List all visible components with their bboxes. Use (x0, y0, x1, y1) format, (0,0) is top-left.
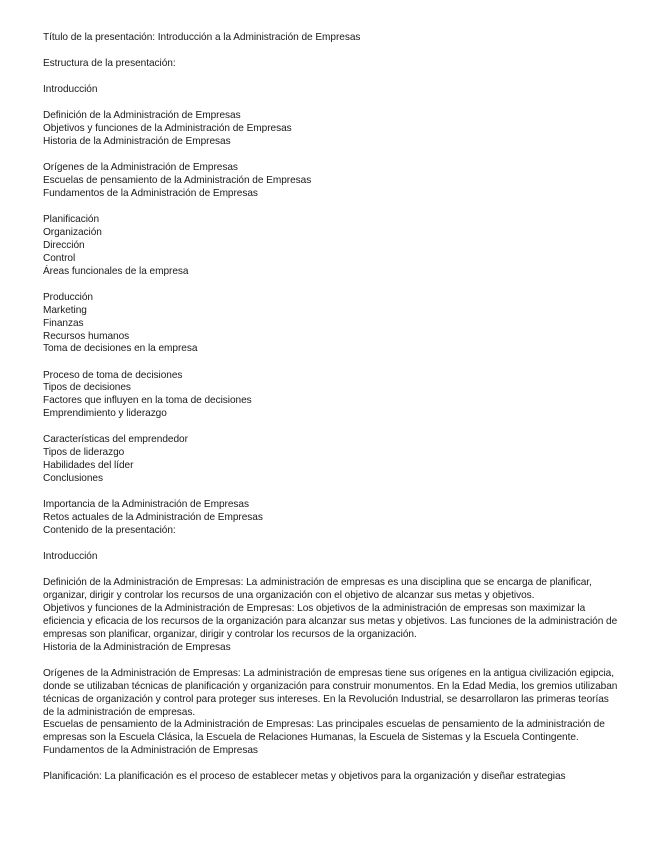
outline-item: Retos actuales de la Administración de Empresas (43, 512, 263, 524)
history-heading: Historia de la Administración de Empresas (43, 641, 231, 653)
outline-item: Emprendimiento y liderazgo (43, 408, 167, 420)
outline-item: Contenido de la presentación: (43, 524, 176, 536)
outline-item: Escuelas de pensamiento de la Administración de Empresas (43, 175, 312, 187)
outline-item: Habilidades del líder (43, 460, 134, 472)
presentation-title-block (43, 32, 621, 45)
presentation-title: Título de la presentación: Introducción a la Administración de Empresas (43, 32, 361, 43)
planning-paragraph: Planificación: La planificación es el proceso de establecer metas y objetivos para la organización y diseñar estrategias (43, 771, 566, 783)
outline-item: Tipos de decisiones (43, 382, 131, 394)
outline-item: Definición de la Administración de Empresas (43, 110, 241, 122)
outline-group-3 (43, 214, 621, 279)
outline-item: Objetivos y funciones de la Administración de Empresas (43, 123, 292, 135)
outline-item: Marketing (43, 304, 87, 316)
schools-paragraph: Escuelas de pensamiento de la Administración de Empresas: Las principales escuelas de pensamiento de la administración de empresas son la Escuela Clásica, la Escuela de Relaciones Humanas, la Escuela de Sistemas y la Escuela Contingente. (43, 719, 605, 744)
outline-group-2 (43, 162, 621, 201)
document-page (43, 32, 621, 797)
outline-item: Toma de decisiones en la empresa (43, 343, 198, 355)
origins-paragraph: Orígenes de la Administración de Empresas: La administración de empresas tiene sus orígenes en la antigua civilización egipcia, donde se utilizaban técnicas de planificación y organización para construir monumentos. En la Edad Media, los gremios utilizaban técnicas de organización y control para proteger sus intereses. En la Revolución Industrial, se desarrollaron las primeras teorías de la administración de empresas. (43, 667, 618, 718)
outline-item: Características del emprendedor (43, 434, 188, 446)
outline-item: Conclusiones (43, 473, 103, 485)
outline-intro: Introducción (43, 84, 98, 96)
content-intro: Introducción (43, 551, 98, 563)
content-section-history (43, 668, 621, 758)
outline-intro-block (43, 84, 621, 97)
outline-group-7 (43, 499, 621, 538)
outline-item: Control (43, 252, 76, 264)
objectives-paragraph: Objetivos y funciones de la Administración de Empresas: Los objetivos de la administración de empresas son maximizar la eficiencia y eficacia de los recursos de la organización para alcanzar sus metas y objetivos. Las funciones de la administración de empresas son planificar, organizar, dirigir y controlar los recursos de la organización. (43, 602, 618, 640)
outline-item: Áreas funcionales de la empresa (43, 265, 189, 277)
structure-heading: Estructura de la presentación: (43, 58, 176, 70)
definition-paragraph: Definición de la Administración de Empresas: La administración de empresas es una disciplina que se encarga de planificar, organizar, dirigir y controlar los recursos de una organización con el objetivo de alcanzar sus metas y objetivos. (43, 577, 592, 602)
outline-group-5 (43, 370, 621, 422)
outline-group-1 (43, 110, 621, 149)
outline-item: Importancia de la Administración de Empresas (43, 499, 249, 511)
outline-item: Planificación (43, 214, 100, 226)
fundamentals-heading: Fundamentos de la Administración de Empresas (43, 745, 258, 757)
content-section-intro (43, 577, 621, 654)
outline-item: Recursos humanos (43, 330, 130, 342)
structure-heading-block (43, 58, 621, 71)
outline-item: Orígenes de la Administración de Empresas (43, 162, 238, 174)
content-section-planning (43, 771, 621, 784)
outline-item: Organización (43, 227, 102, 238)
outline-group-6 (43, 434, 621, 486)
outline-item: Finanzas (43, 317, 84, 329)
outline-item: Fundamentos de la Administración de Empresas (43, 188, 258, 199)
outline-item: Factores que influyen en la toma de decisiones (43, 395, 252, 407)
outline-item: Dirección (43, 239, 85, 251)
outline-group-4 (43, 292, 621, 357)
outline-item: Producción (43, 291, 93, 303)
content-intro-block (43, 551, 621, 564)
outline-item: Historia de la Administración de Empresas (43, 136, 231, 148)
outline-item: Tipos de liderazgo (43, 447, 125, 459)
outline-item: Proceso de toma de decisiones (43, 369, 183, 381)
